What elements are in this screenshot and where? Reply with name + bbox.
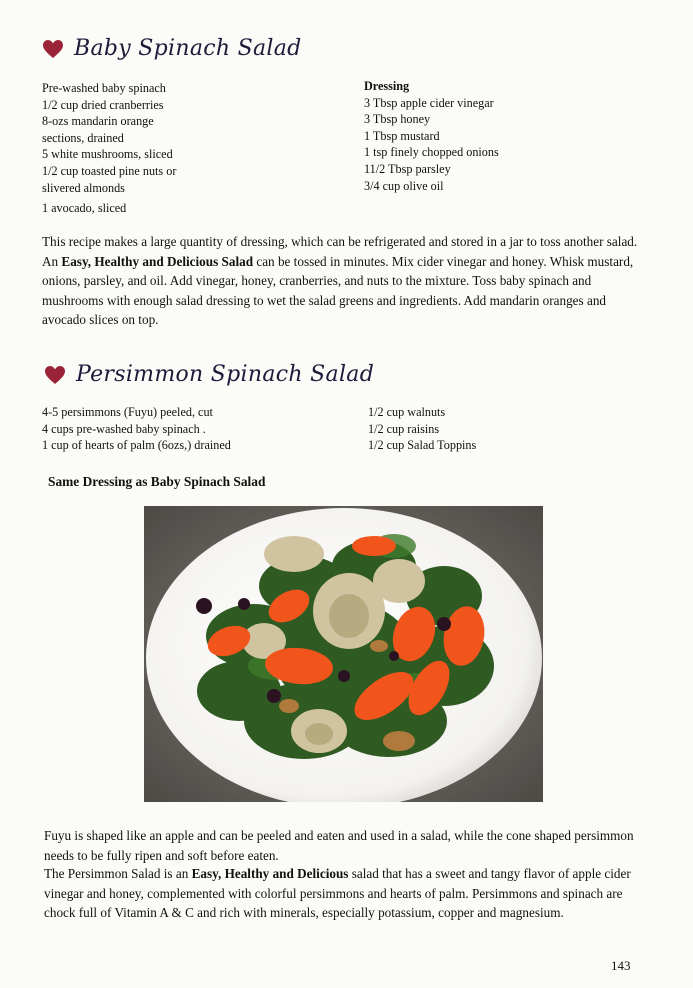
dressing-item: 1 Tbsp mustard — [364, 128, 440, 143]
dressing-item: 1 tsp finely chopped onions — [364, 145, 499, 160]
ingredient-item: 1/2 cup dried cranberries — [42, 97, 164, 112]
recipe2-title: Persimmon Spinach Salad — [76, 362, 375, 387]
ingredient-item: 8-ozs mandarin orange — [42, 114, 154, 129]
heart-icon — [42, 39, 64, 59]
ingredient-item: 5 white mushrooms, sliced — [42, 147, 173, 162]
recipe2-paragraph1: Fuyu is shaped like an apple and can be peeled and eaten and used in a salad, while the cone shaped persimmon needs to be fully ripen and soft before eaten. — [44, 828, 634, 863]
dressing-item: 3/4 cup olive oil — [364, 178, 444, 193]
recipe2-ingredients-right — [368, 404, 476, 454]
recipe1-directions — [42, 232, 646, 330]
recipe2-paragraph2 — [44, 864, 650, 923]
recipe1-ingredients — [42, 80, 176, 217]
recipe1-heading — [42, 36, 302, 61]
recipe1-title: Baby Spinach Salad — [74, 36, 302, 61]
ingredient-item: 4-5 persimmons (Fuyu) peeled, cut — [42, 405, 213, 419]
salad-image — [144, 506, 543, 802]
ingredient-item: 1 avocado, sliced — [42, 201, 127, 216]
directions-emphasis: Easy, Healthy and Delicious Salad — [61, 253, 254, 269]
ingredient-item: 1/2 cup toasted pine nuts or — [42, 163, 177, 178]
paragraph-text: The Persimmon Salad is an — [44, 866, 192, 881]
directions-text: can be tossed in minutes. Mix cider vinegar and honey. Whisk mustard, onions, parsley, and oil. Add vinegar, honey, cranberries, and nuts to the mixture. Toss baby spinach and mushrooms with enough salad dressing to wet the salad greens and ingredients. Add mandarin oranges and avocado slices on top. — [42, 253, 634, 327]
recipe2-ingredients-left — [42, 404, 231, 454]
dressing-item: 3 Tbsp apple cider vinegar — [364, 95, 494, 110]
ingredient-item: 4 cups pre-washed baby spinach . — [42, 421, 206, 436]
paragraph-text: salad that has a sweet and tangy flavor of apple cider vinegar and honey, complemented with colorful persimmons and hearts of palm. Persimmons and spinach are chock full of Vitamin A & C and rich with minerals, especially potassium, copper and magnesium. — [44, 866, 631, 920]
recipe2-heading — [44, 362, 374, 387]
ingredient-item: sections, drained — [42, 130, 124, 145]
ingredient-item: slivered almonds — [42, 180, 125, 195]
ingredient-item: 1/2 cup Salad Toppins — [368, 438, 477, 453]
paragraph-emphasis: Easy, Healthy and Delicious — [191, 866, 349, 881]
dressing-note: Same Dressing as Baby Spinach Salad — [48, 474, 266, 489]
dressing-item: 11/2 Tbsp parsley — [364, 161, 451, 176]
directions-text: This recipe makes a large quantity of dressing, which can be refrigerated and stored in a jar to toss another salad. An — [42, 234, 638, 269]
heart-icon — [44, 365, 66, 385]
salad-photo — [144, 506, 543, 802]
dressing-item: 3 Tbsp honey — [364, 112, 431, 127]
ingredient-item: 1/2 cup raisins — [368, 421, 440, 436]
dressing-title: Dressing — [364, 79, 410, 93]
ingredient-item: Pre-washed baby spinach — [42, 81, 166, 95]
ingredient-item: 1/2 cup walnuts — [368, 405, 446, 419]
page-number: 143 — [611, 958, 631, 973]
dressing-list — [364, 78, 499, 194]
ingredient-item: 1 cup of hearts of palm (6ozs,) drained — [42, 438, 231, 453]
